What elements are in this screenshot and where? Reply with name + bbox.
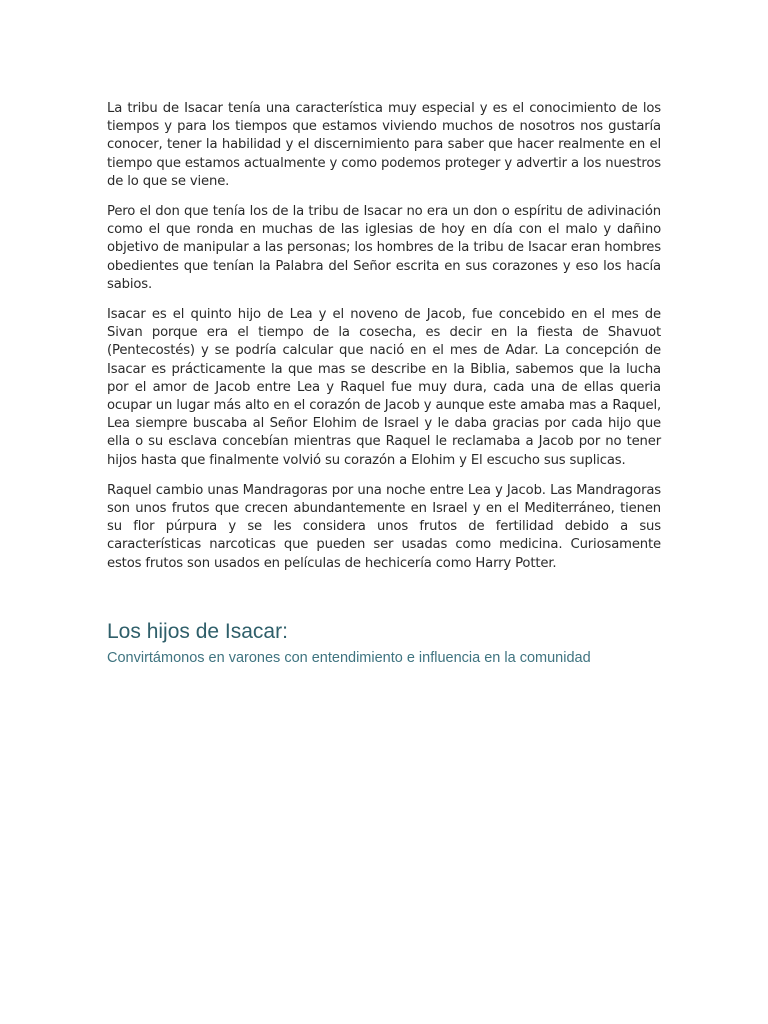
document-page — [107, 100, 661, 667]
section-title: Los hijos de Isacar: — [107, 619, 288, 643]
section-subtitle: Convirtámonos en varones con entendimiento e influencia en la comunidad — [107, 649, 591, 666]
paragraph-2: Pero el don que tenía los de la tribu de Isacar no era un don o espíritu de adivinación como el que ronda en muchas de las iglesias de hoy en día con el malo y dañino objetivo de manipular a las personas; los hombres de la tribu de Isacar eran hombres obedientes que tenían la Palabra del Señor escrita en sus corazones y eso los hacía sabios. — [107, 204, 661, 292]
paragraph-3: Isacar es el quinto hijo de Lea y el noveno de Jacob, fue concebido en el mes de Sivan porque era el tiempo de la cosecha, es decir en la fiesta de Shavuot (Pentecostés) y se podría calcular que nació en el mes de Adar. La concepción de Isacar es prácticamente la que mas se describe en la Biblia, sabemos que la lucha por el amor de Jacob entre Lea y Raquel fue muy dura, cada una de ellas queria ocupar un lugar más alto en el corazón de Jacob y aunque este amaba mas a Raquel, Lea siempre buscaba al Señor Elohim de Israel y le daba gracias por cada hijo que ella o su esclava concebían mientras que Raquel le reclamaba a Jacob por no tener hijos hasta que finalmente volvió su corazón a Elohim y El escucho sus suplicas. — [107, 307, 661, 468]
paragraph-4: Raquel cambio unas Mandragoras por una noche entre Lea y Jacob. Las Mandragoras son unos frutos que crecen abundantemente en Israel y en el Mediterráneo, tienen su flor púrpura y se les considera unos frutos de fertilidad debido a sus características narcoticas que pueden ser usadas como medicina. Curiosamente estos frutos son usados en películas de hechicería como Harry Potter. — [107, 482, 661, 571]
paragraph-1: La tribu de Isacar tenía una característica muy especial y es el conocimiento de los tiempos y para los tiempos que estamos viviendo muchos de nosotros nos gustaría conocer, tener la habilidad y el discernimiento para saber que hacer realmente en el tiempo que estamos actualmente y como podemos proteger y advertir a los nuestros de lo que se viene. — [107, 101, 661, 189]
